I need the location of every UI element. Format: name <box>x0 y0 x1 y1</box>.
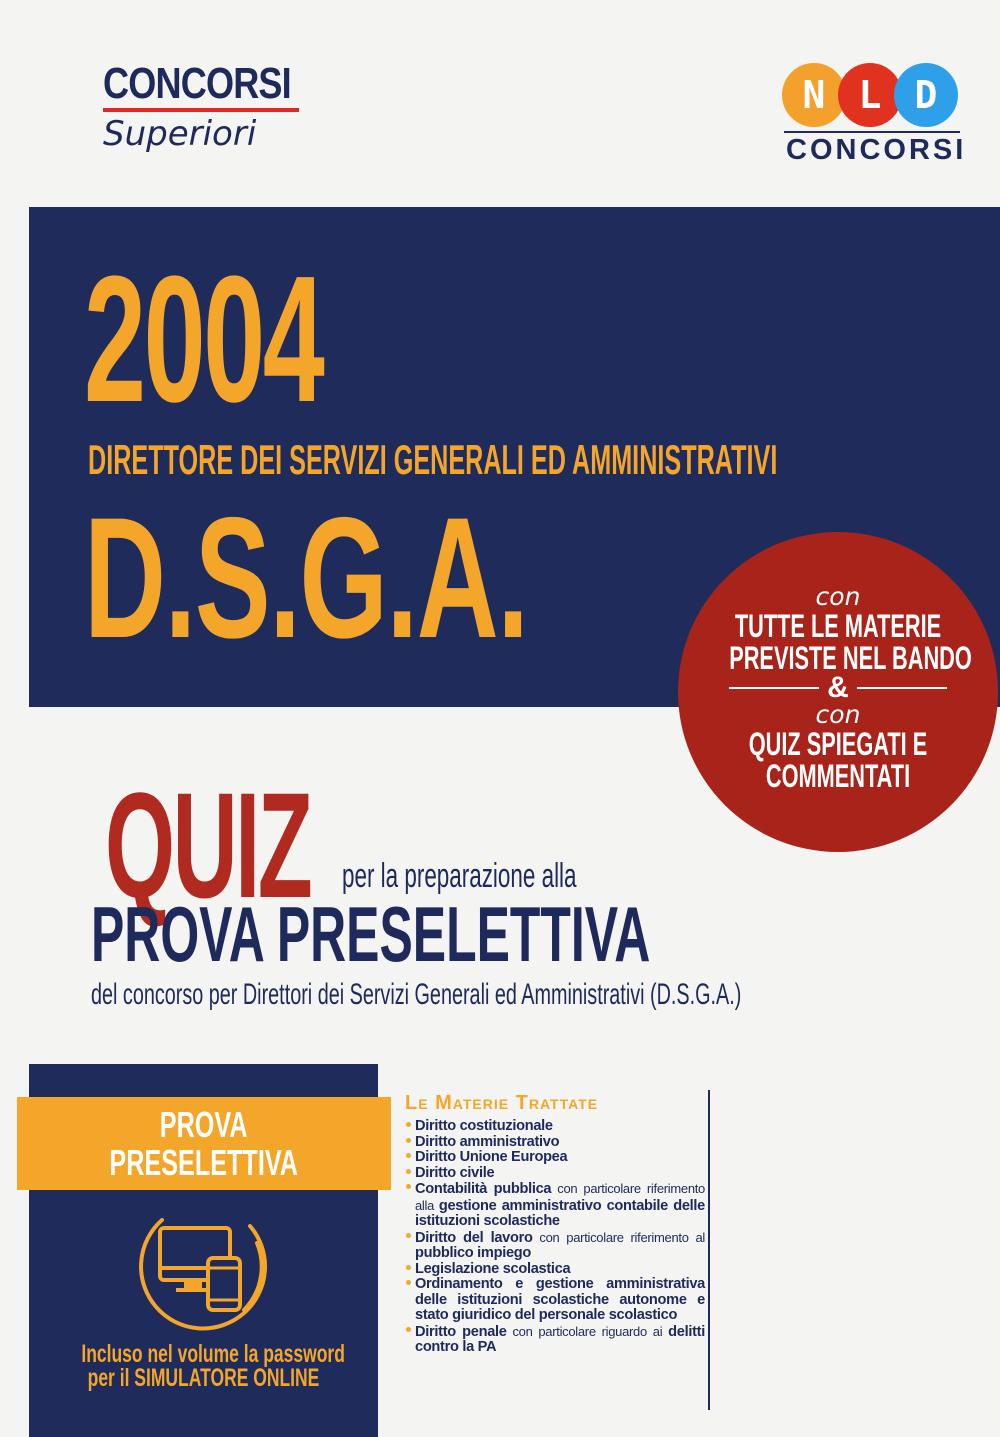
note-line-1: Incluso nel volume la password <box>81 1340 345 1368</box>
subject-detail: con particolare riferimento alla <box>415 1181 705 1213</box>
prova-title: PROVA PRESELETTIVA <box>91 890 651 978</box>
banner-line-2: PRESELETTIVA <box>109 1141 299 1183</box>
subject-item <box>405 1262 705 1278</box>
seal-line-3: QUIZ SPIEGATI E <box>748 726 928 762</box>
seal-ampersand: & <box>827 671 849 704</box>
seal-con-2: con <box>815 700 861 729</box>
nld-circle-d <box>894 63 958 127</box>
subject-focus: gestione amministrativo contabile delle istituzioni scolastiche <box>415 1197 705 1229</box>
publisher-brand: CONCORSI <box>103 59 291 108</box>
subjects-items <box>405 1119 705 1356</box>
subjects-list <box>405 1092 705 1356</box>
simulator-note <box>29 1342 378 1390</box>
subject-name: Diritto Unione Europea <box>415 1149 568 1165</box>
quiz-title: QUIZ <box>105 761 311 929</box>
note-line-2: per il SIMULATORE ONLINE <box>87 1364 320 1392</box>
seal-line-2: PREVISTE NEL BANDO <box>729 640 972 676</box>
subject-detail: con particolare riguardo ai <box>506 1323 669 1339</box>
banner-line-1: PROVA <box>160 1103 248 1145</box>
subject-detail: con particolare riferimento al <box>532 1229 705 1245</box>
subject-item <box>405 1181 705 1230</box>
subject-name: Diritto del lavoro <box>415 1229 533 1246</box>
feature-seal <box>678 532 998 852</box>
subjects-heading: Le Materie Trattate <box>405 1092 599 1114</box>
letter-l: L <box>858 73 882 117</box>
nld-circle-l <box>838 63 902 127</box>
hero-acronym: D.S.G.A. <box>84 482 528 674</box>
prova-preselettiva-banner <box>17 1097 391 1190</box>
subject-item <box>405 1277 705 1324</box>
nld-circle-n <box>782 63 846 127</box>
subject-item <box>405 1324 705 1356</box>
letter-n: N <box>802 73 826 117</box>
nld-name: CONCORSI <box>786 134 967 166</box>
subject-focus: delitti contro la PA <box>415 1323 705 1355</box>
subject-name: Ordinamento e gestione amministrativa delle istituzioni scolastiche autonome e stato giuridico del personale scolastico <box>415 1276 705 1323</box>
subject-name: Diritto costituzionale <box>415 1118 553 1134</box>
publisher-sub: Superiori <box>103 114 257 154</box>
seal-rule-left <box>729 687 819 689</box>
publisher-logo-concorsi-superiori <box>103 59 303 154</box>
nld-letters <box>782 63 967 127</box>
seal-rule-right <box>857 687 947 689</box>
subject-name: Diritto penale <box>415 1323 507 1340</box>
concorso-description: del concorso per Direttori dei Servizi Generali ed Amministrativi (D.S.G.A.) <box>91 978 742 1011</box>
subject-name: Legislazione scolastica <box>415 1260 571 1277</box>
subject-item <box>405 1150 705 1166</box>
letter-d: D <box>914 73 938 117</box>
seal-line-1: TUTTE LE MATERIE <box>734 608 942 644</box>
subject-item <box>405 1230 705 1262</box>
edition-year: 2004 <box>84 239 323 440</box>
seal-separator <box>678 671 998 704</box>
seal-line-4: COMMENTATI <box>765 758 911 794</box>
subject-name: Diritto civile <box>415 1164 495 1181</box>
logo-underline <box>103 108 299 112</box>
hero-subtitle: DIRETTORE DEI SERVIZI GENERALI ED AMMINISTRATIVI <box>88 436 778 483</box>
computer-and-phone-icon <box>132 1198 272 1338</box>
subject-item <box>405 1135 705 1151</box>
seal-con-1: con <box>815 582 861 611</box>
publisher-logo-nld <box>782 63 967 167</box>
quiz-subtitle: per la preparazione alla <box>342 857 577 895</box>
subject-item <box>405 1166 705 1182</box>
subjects-divider <box>708 1090 710 1410</box>
subject-name: Diritto amministrativo <box>415 1133 560 1150</box>
subject-item <box>405 1119 705 1135</box>
subject-name: Contabilità pubblica <box>415 1181 552 1197</box>
subject-focus: pubblico impiego <box>415 1245 531 1261</box>
